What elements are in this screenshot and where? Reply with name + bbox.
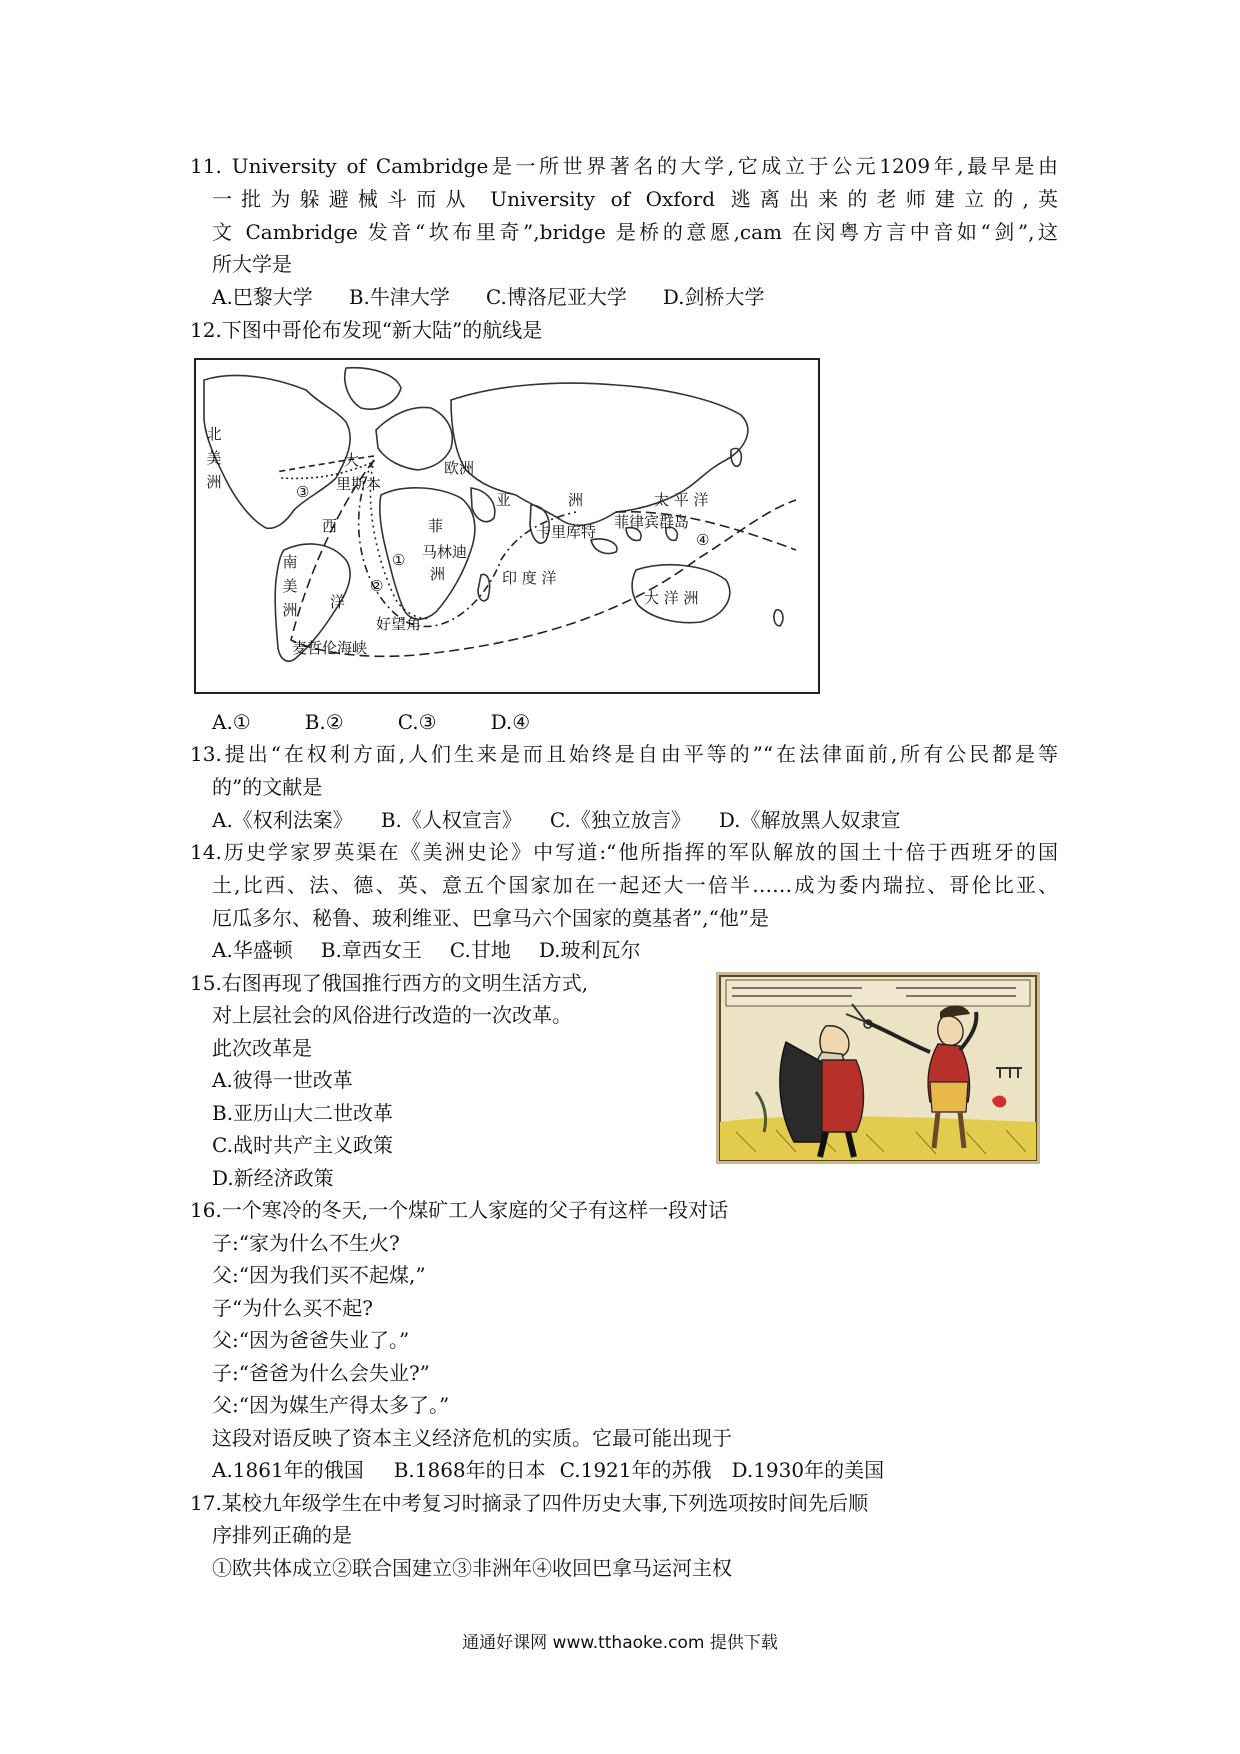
woodcut-illustration [716,972,1040,1164]
q11-option-d[interactable]: D.剑桥大学 [662,285,765,309]
q11-option-b[interactable]: B.牛津大学 [348,285,450,309]
q16-dialogue-line: 父:“因为我们买不起煤,” [212,1263,426,1287]
q15-option-a[interactable]: A.彼得一世改革 [212,1068,353,1092]
label-pacific: 太 平 洋 [654,491,709,509]
q16-dialogue-line: 父:“因为媒生产得太多了。” [212,1393,450,1417]
label-lisbon: 里斯本 [336,475,382,493]
label-xi: 西 [322,517,338,535]
page-footer: 通通好课网 www.tthaoke.com 提供下载 [462,1633,778,1653]
q16-option-b[interactable]: B.1868年的日本 [393,1458,546,1482]
q16-dialogue-line: 子:“爸爸为什么会失业?” [212,1361,430,1385]
q11-line1: 11. University of Cambridge是一所世界著名的大学,它成立于公元1209年,最早是由 [190,154,1058,178]
q13-options [212,806,929,834]
q13-option-c[interactable]: C.《独立放言》 [549,808,691,832]
label-route-1: ① [392,551,406,569]
label-magellan: 麦哲伦海峡 [292,639,368,657]
label-europe: 欧洲 [444,459,475,477]
q15-option-d[interactable]: D.新经济政策 [212,1166,334,1190]
q14-line2: 土,比西、法、德、英、意五个国家加在一起还大一倍半……成为委内瑞拉、哥伦比亚、 [212,873,1058,897]
q11-option-c[interactable]: C.博洛尼亚大学 [485,285,627,309]
q12-options [212,708,566,736]
q17-line3: ①欧共体成立②联合国建立③非洲年④收回巴拿马运河主权 [212,1556,732,1580]
q15-line3: 此次改革是 [212,1036,312,1060]
q16-stem: 16.一个寒冷的冬天,一个煤矿工人家庭的父子有这样一段对话 [190,1198,729,1222]
q13-option-a[interactable]: A.《权利法案》 [212,808,353,832]
peter-the-great-beard-woodcut [716,972,1040,1164]
label-asia-2: 洲 [568,491,584,509]
label-north-america: 北美洲 [206,425,222,491]
q16-dialogue-line: 子“为什么买不起? [212,1296,373,1320]
q15-line2: 对上层社会的风俗进行改造的一次改革。 [212,1003,572,1027]
label-philippines: 菲律宾群岛 [614,513,690,531]
columbus-route-map [194,358,820,694]
q14-options [212,936,669,964]
q13-line1: 13.提出“在权利方面,人们生来是而且始终是自由平等的”“在法律面前,所有公民都是等 [190,742,1058,766]
q16-option-c[interactable]: C.1921年的苏俄 [559,1458,712,1482]
q14-option-b[interactable]: B.章西女王 [320,938,422,962]
q15-option-c[interactable]: C.战时共产主义政策 [212,1133,393,1157]
q11-option-a[interactable]: A.巴黎大学 [212,285,313,309]
q11-options [212,283,801,311]
label-cape: 好望角 [376,615,422,633]
label-indian-ocean: 印 度 洋 [502,569,557,587]
q14-line1: 14.历史学家罗英渠在《美洲史论》中写道:“他所指挥的军队解放的国土十倍于西班牙的国 [190,840,1058,864]
q16-option-d[interactable]: D.1930年的美国 [731,1458,885,1482]
q13-line2: 的”的文献是 [212,775,323,799]
q11-line2: 一批为躲避械斗而从 University of Oxford 逃离出来的老师建立的,英 [212,187,1058,211]
q14-option-a[interactable]: A.华盛顿 [212,938,293,962]
label-africa-1: 菲 [428,517,444,535]
q16-conclusion: 这段对语反映了资本主义经济危机的实质。它最可能出现于 [212,1426,732,1450]
label-asia-1: 亚 [496,491,512,509]
q15-option-b[interactable]: B.亚历山大二世改革 [212,1101,394,1125]
q17-line1: 17.某校九年级学生在中考复习时摘录了四件历史大事,下列选项按时间先后顺 [190,1491,869,1515]
q13-option-b[interactable]: B.《人权宣言》 [380,808,522,832]
q16-options [212,1456,920,1484]
q16-dialogue-line: 子:“家为什么不生火? [212,1231,400,1255]
q14-line3: 厄瓜多尔、秘鲁、玻利维亚、巴拿马六个国家的奠基者”,“他”是 [212,906,770,930]
q11-line3: 文 Cambridge 发音“坎布里奇”,bridge 是桥的意愿,cam 在闵粤方言中音如“剑”,这 [212,220,1058,244]
label-da: 大 [344,451,360,469]
q16-option-a[interactable]: A.1861年的俄国 [212,1458,364,1482]
label-route-3: ③ [296,483,310,501]
q13-option-d[interactable]: D.《解放黑人奴隶宣 [718,808,901,832]
q14-option-c[interactable]: C.甘地 [449,938,511,962]
label-oceania: 大 洋 洲 [644,589,699,607]
q12-option-c[interactable]: C.③ [397,710,437,734]
label-route-4: ④ [696,531,710,549]
q16-dialogue-line: 父:“因为爸爸失业了。” [212,1328,410,1352]
q17-line2: 序排列正确的是 [212,1523,352,1547]
label-route-2: ② [370,577,384,595]
q12-option-d[interactable]: D.④ [490,710,531,734]
label-africa-2: 洲 [430,565,446,583]
label-calicut: 卡里库特 [536,523,597,541]
q12-stem: 12.下图中哥伦布发现“新大陆”的航线是 [190,318,543,342]
label-south-america: 南美洲 [282,553,298,619]
q11-line4: 所大学是 [212,252,292,276]
label-yang: 洋 [330,593,346,611]
world-map-drawing [196,360,818,692]
q15-line1: 15.右图再现了俄国推行西方的文明生活方式, [190,971,589,995]
q14-option-d[interactable]: D.玻利瓦尔 [538,938,641,962]
q12-option-a[interactable]: A.① [212,710,251,734]
q12-option-b[interactable]: B.② [304,710,344,734]
label-malindi: 马林迪 [422,543,468,561]
